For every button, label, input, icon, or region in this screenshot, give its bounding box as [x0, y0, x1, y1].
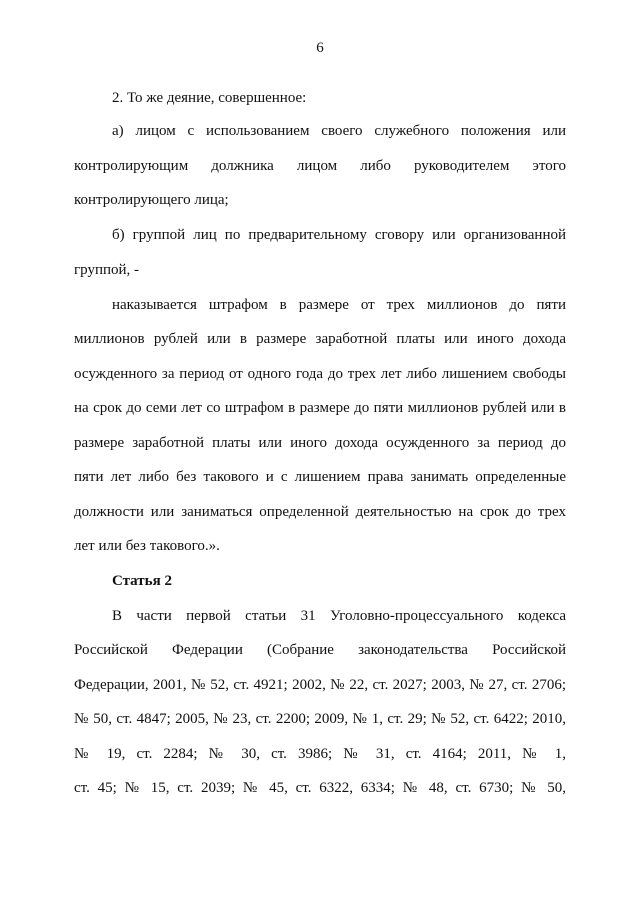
- item-a-line-2: контролирующим должника лицом либо руководителем этого: [74, 158, 566, 174]
- article-2-line-2: Российской Федерации (Собрание законодательства Российской: [74, 642, 566, 658]
- penalty-line-6: пяти лет либо без такового и с лишением права занимать определенные: [74, 469, 566, 485]
- item-b-line-1: б) группой лиц по предварительному сговору или организованной: [112, 227, 566, 243]
- penalty-line-7: должности или заниматься определенной деятельностью на срок до трех: [74, 504, 566, 520]
- article-2-heading: Статья 2: [112, 573, 172, 589]
- penalty-line-3: осужденного за период от одного года до трех лет либо лишением свободы: [74, 366, 566, 382]
- paragraph-2-heading: 2. То же деяние, совершенное:: [112, 90, 307, 106]
- penalty-line-4: на срок до семи лет со штрафом в размере до пяти миллионов рублей или в: [74, 400, 566, 416]
- item-a-line-3: контролирующего лица;: [74, 192, 229, 208]
- item-a-line-1: а) лицом с использованием своего служебного положения или: [112, 123, 566, 139]
- penalty-line-1: наказывается штрафом в размере от трех миллионов до пяти: [112, 297, 566, 313]
- article-2-line-6: ст. 45; № 15, ст. 2039; № 45, ст. 6322, 6334; № 48, ст. 6730; № 50,: [74, 780, 566, 796]
- item-b-line-2: группой, -: [74, 262, 140, 278]
- penalty-line-5: размере заработной платы или иного дохода осужденного за период до: [74, 435, 566, 451]
- article-2-line-1: В части первой статьи 31 Уголовно-процессуального кодекса: [112, 608, 566, 624]
- penalty-line-2: миллионов рублей или в размере заработной платы или иного дохода: [74, 331, 566, 347]
- penalty-line-8: лет или без такового.».: [74, 538, 220, 554]
- article-2-line-3: Федерации, 2001, № 52, ст. 4921; 2002, № 22, ст. 2027; 2003, № 27, ст. 2706;: [74, 677, 566, 693]
- page-number: 6: [316, 40, 324, 56]
- article-2-line-5: № 19, ст. 2284; № 30, ст. 3986; № 31, ст. 4164; 2011, № 1,: [74, 746, 566, 762]
- article-2-line-4: № 50, ст. 4847; 2005, № 23, ст. 2200; 2009, № 1, ст. 29; № 52, ст. 6422; 2010,: [74, 711, 566, 727]
